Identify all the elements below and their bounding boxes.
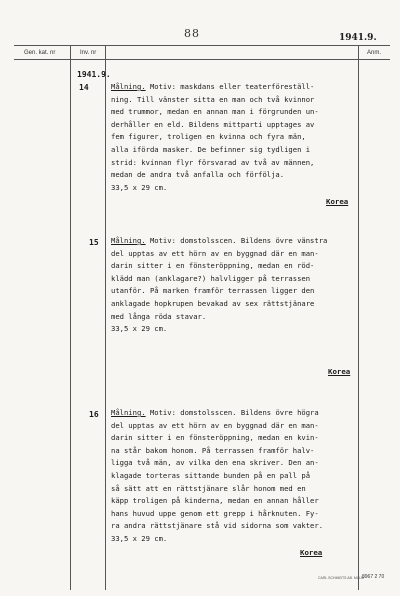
column-rule-left [70,45,71,590]
form-code: 8967 2 70 [362,574,385,580]
entry-number: 15 [89,238,99,247]
header-year: 1941.9. [339,33,377,43]
entry-description: Målning. Motiv: maskdans eller teaterföreställ- ning. Till vänster sitta en man och två kvinnor med trummor, medan en annan man i förgrunden un- derhåller en eld. Bildens mittparti upptages av fem figurer, troligen en kvinna och fyra män, alla iförda masker. De befinner sig tydligen i strid: kvinnan flyr försvarad av två av männen, medan de andra två anfalla och förfölja. 33,5 x 29 cm. [111,82,319,192]
entry-description: Målning. Motiv: domstolsscen. Bildens övre högra del upptas av ett hörn av en byggnad där en man- darin sitter i en fönsteröppning, medan en kvin- na står bakom honom. På terrassen framför halv- ligga två män, av vilka den ena skriver. Den an- klagade torteras sittande bunden på en pall på så sätt att en rättstjänare slår honom med en käpp troligen på kinderna, medan en annan håller hans huvud uppe genom ett grepp i hårknuten. Fy- ra andra rättstjänare stå vid sidorna som vakter. 33,5 x 29 cm. [111,408,324,543]
entry-number: 14 [79,83,89,92]
page-number: 88 [184,27,200,40]
column-header-inv-nr: Inv. nr [80,50,97,56]
column-rule-middle [105,45,106,590]
entry-place: Korea [300,548,323,557]
entry-description: Målning. Motiv: domstolsscen. Bildens övre vänstra del upptas av ett hörn av en byggnad där en man- darin sitter i en fönsteröppning, medan en röd- klädd man (anklagare?) halvligger på terrassen utanför. På marken framför terrassen ligger den anklagade hopkrupen bevakad av sex rättstjänare med långa röda stavar. 33,5 x 29 cm. [111,236,328,334]
entry-heading: Målning. [111,408,146,417]
entry-number: 16 [89,410,99,419]
column-rule-right [358,45,359,590]
column-header-anm: Anm. [367,50,382,56]
entry-place: Korea [326,197,349,206]
printer-imprint: CARL SCHMIDTS AB. MALM [318,576,364,580]
entry-heading: Målning. [111,236,146,245]
entry-year: 1941.9. [77,70,111,79]
entry-heading: Målning. [111,82,146,91]
entry-place: Korea [328,367,351,376]
column-header-gen-kat-nr: Gen. kat. nr [24,50,56,56]
